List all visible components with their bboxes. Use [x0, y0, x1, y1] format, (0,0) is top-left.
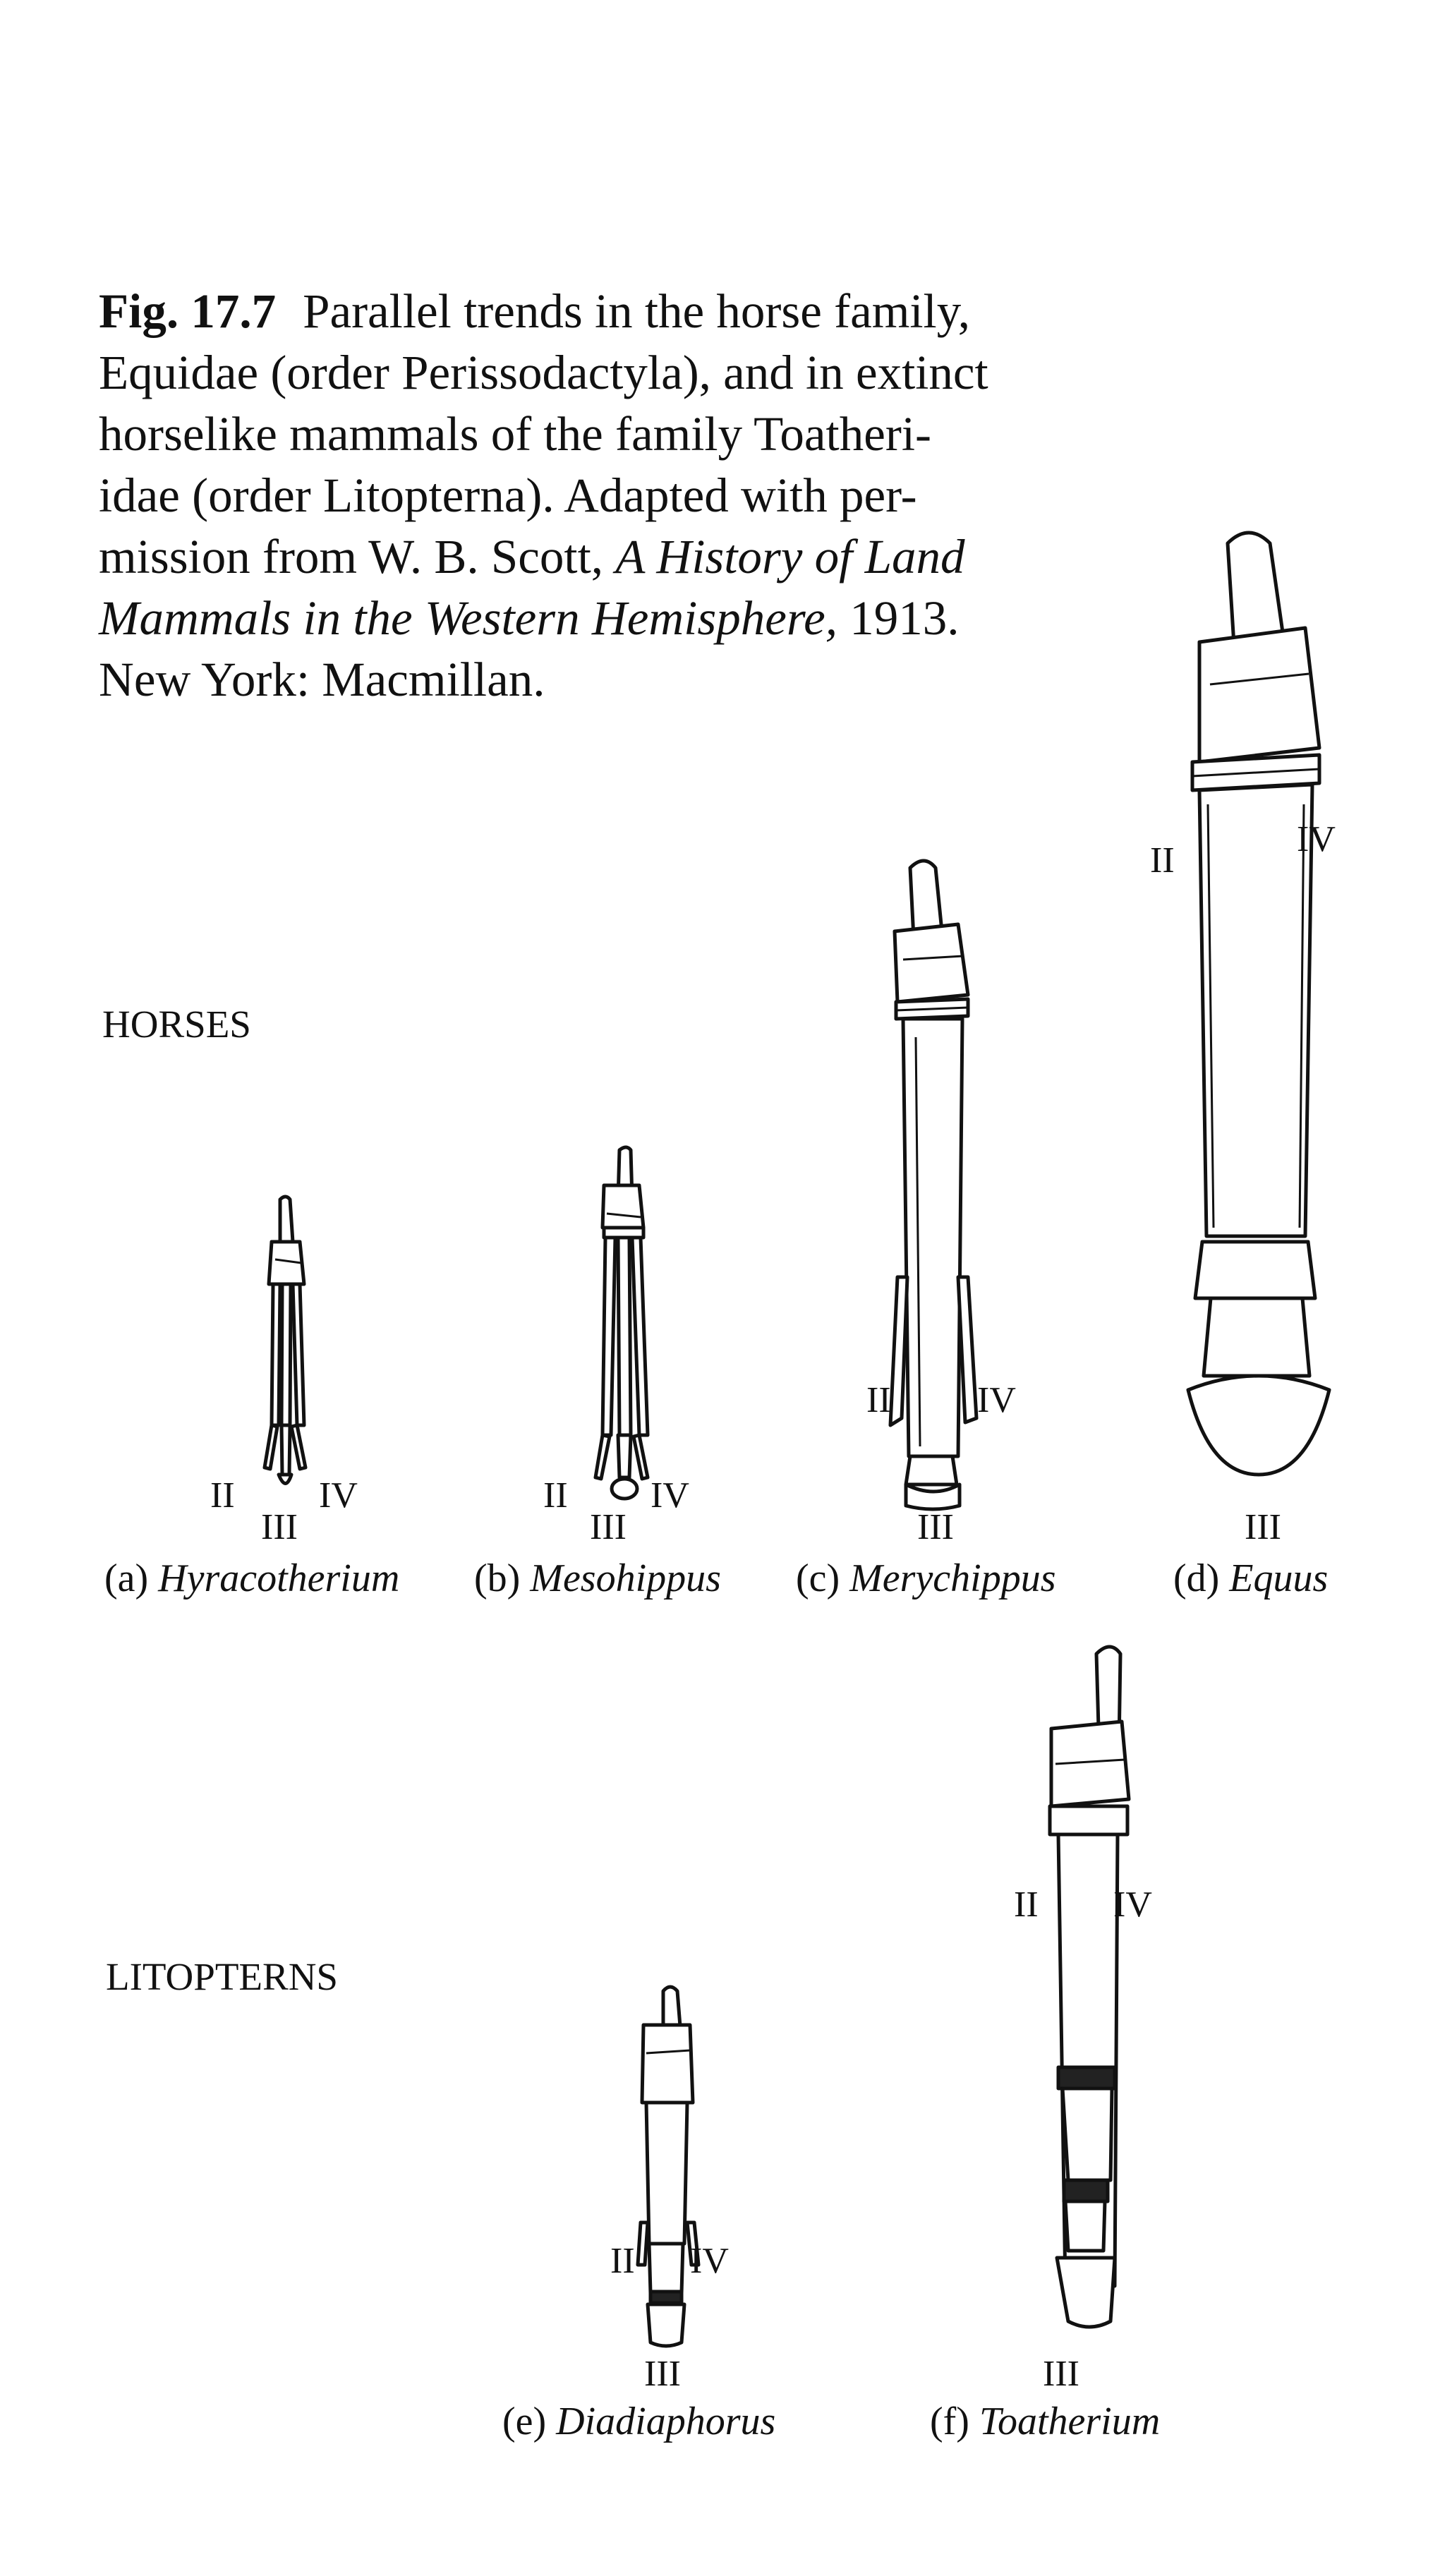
specimen-label-d: (d) Equus	[1173, 1556, 1329, 1600]
digit-label-iii: III	[917, 1507, 954, 1547]
caption-line-5: mission from W. B. Scott, A History of Land	[99, 530, 965, 583]
digit-label-iii: III	[644, 2354, 681, 2394]
caption-line-3: horselike mammals of the family Toatheri-	[99, 407, 931, 461]
digit-label-ii: II	[866, 1380, 891, 1420]
digit-label-iv: IV	[319, 1475, 358, 1516]
specimen-label-b: (b) Mesohippus	[474, 1556, 721, 1600]
digit-label-iv: IV	[651, 1475, 689, 1516]
digit-label-iii: III	[1245, 1507, 1281, 1547]
caption-line-1: Fig. 17.7 Parallel trends in the horse family,	[99, 284, 970, 338]
caption-line-7: New York: Macmillan.	[99, 653, 545, 706]
section-horses-heading: HORSES	[102, 1003, 251, 1046]
digit-label-iv: IV	[690, 2241, 729, 2281]
digit-label-ii: II	[210, 1475, 235, 1516]
digit-label-ii: II	[610, 2241, 635, 2281]
figure-caption	[99, 281, 988, 710]
diadiaphorus-foot-illustration	[628, 1983, 706, 2357]
hyracotherium-foot-illustration	[250, 1192, 321, 1510]
digit-label-iii: III	[261, 1507, 298, 1547]
digit-label-iii: III	[590, 1507, 627, 1547]
figure-label: Fig. 17.7	[99, 284, 277, 338]
digit-label-iv: IV	[1297, 819, 1336, 859]
specimen-label-a: (a) Hyracotherium	[104, 1556, 400, 1600]
caption-line-4: idae (order Litopterna). Adapted with per-	[99, 468, 917, 522]
mesohippus-foot-illustration	[579, 1143, 656, 1510]
caption-line-6: Mammals in the Western Hemisphere, 1913.	[99, 591, 960, 645]
book-title-part-2: Mammals in the Western Hemisphere,	[99, 591, 837, 645]
equus-foot-illustration	[1178, 522, 1341, 1510]
specimen-label-c: (c) Merychippus	[796, 1556, 1056, 1600]
digit-label-ii: II	[1150, 840, 1175, 881]
section-litopterns-heading: LITOPTERNS	[106, 1955, 339, 1998]
digit-label-iv: IV	[1113, 1885, 1152, 1925]
digit-label-iv: IV	[977, 1380, 1016, 1420]
digit-label-iii: III	[1043, 2354, 1079, 2394]
specimen-label-f: (f) Toatherium	[930, 2400, 1161, 2443]
toatherium-foot-illustration	[1037, 1644, 1150, 2357]
book-title-part-1: A History of Land	[615, 530, 965, 583]
digit-label-ii: II	[1014, 1885, 1039, 1925]
specimen-label-e: (e) Diadiaphorus	[502, 2400, 776, 2443]
digit-label-ii: II	[543, 1475, 568, 1516]
caption-line-2: Equidae (order Perissodactyla), and in extinct	[99, 346, 988, 399]
